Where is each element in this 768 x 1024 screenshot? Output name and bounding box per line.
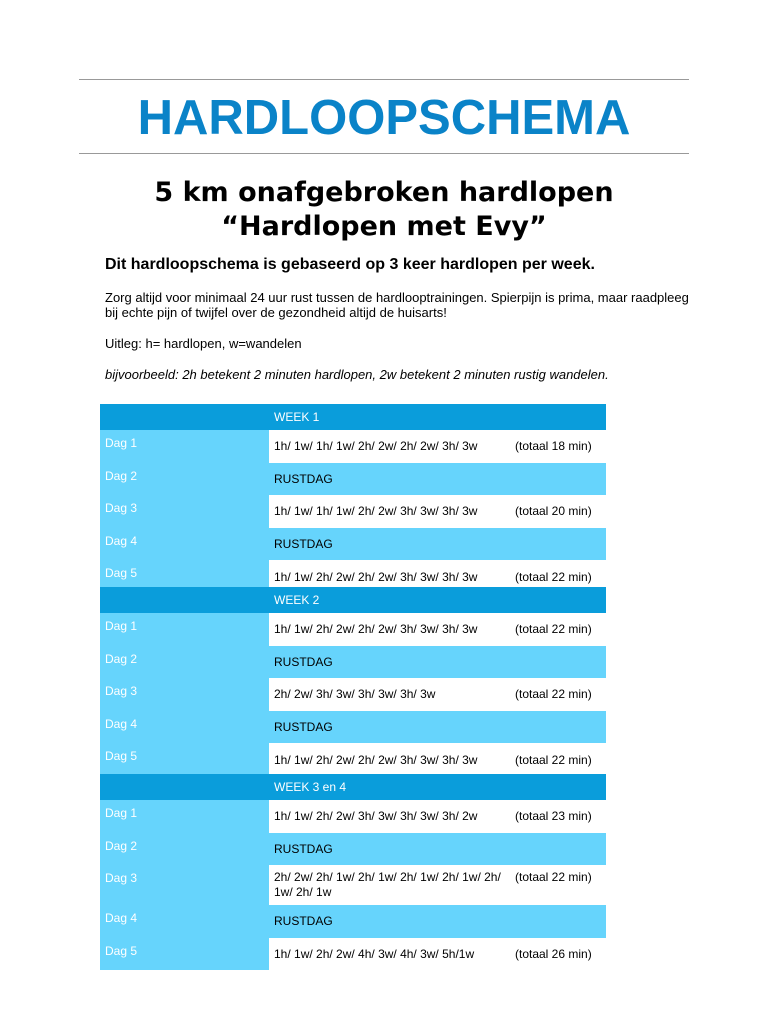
day-label: Dag 4 xyxy=(100,905,269,938)
example-text: bijvoorbeeld: 2h betekent 2 minuten hardlopen, 2w betekent 2 minuten rustig wandelen. xyxy=(105,367,609,382)
subtitle-line-1: 5 km onafgebroken hardlopen xyxy=(154,177,614,208)
table-row xyxy=(100,833,606,866)
day-label: Dag 3 xyxy=(100,678,269,711)
day-label: Dag 5 xyxy=(100,938,269,971)
week-3-4-table xyxy=(100,774,606,970)
day-label: Dag 3 xyxy=(100,495,269,528)
table-row xyxy=(100,495,606,528)
schedule-cell: 1h/ 1w/ 2h/ 2w/ 3h/ 3w/ 3h/ 3w/ 3h/ 2w xyxy=(269,800,515,833)
day-label: Dag 4 xyxy=(100,528,269,561)
total-cell: (totaal 22 min) xyxy=(515,560,606,593)
total-cell xyxy=(515,833,606,866)
table-row xyxy=(100,938,606,971)
day-label: Dag 5 xyxy=(100,560,269,593)
day-label: Dag 4 xyxy=(100,711,269,744)
total-cell: (totaal 22 min) xyxy=(515,678,606,711)
table-row xyxy=(100,865,606,905)
week-1-table xyxy=(100,404,606,593)
total-cell xyxy=(515,905,606,938)
table-row xyxy=(100,711,606,744)
total-cell xyxy=(515,463,606,496)
schedule-cell: 1h/ 1w/ 2h/ 2w/ 2h/ 2w/ 3h/ 3w/ 3h/ 3w xyxy=(269,560,515,593)
week-header xyxy=(100,404,606,430)
day-label: Dag 1 xyxy=(100,613,269,646)
day-label: Dag 2 xyxy=(100,463,269,496)
schedule-cell: 2h/ 2w/ 3h/ 3w/ 3h/ 3w/ 3h/ 3w xyxy=(269,678,515,711)
schedule-cell: 1h/ 1w/ 1h/ 1w/ 2h/ 2w/ 2h/ 2w/ 3h/ 3w xyxy=(269,430,515,463)
schedule-cell: RUSTDAG xyxy=(269,528,515,561)
total-cell: (totaal 22 min) xyxy=(515,865,606,905)
total-cell: (totaal 22 min) xyxy=(515,613,606,646)
week-label: WEEK 2 xyxy=(269,587,606,613)
table-row xyxy=(100,430,606,463)
total-cell: (totaal 20 min) xyxy=(515,495,606,528)
table-row xyxy=(100,463,606,496)
week-header xyxy=(100,587,606,613)
total-cell: (totaal 26 min) xyxy=(515,938,606,971)
week-2-table xyxy=(100,587,606,776)
title-bottom-rule xyxy=(79,153,689,154)
week-label: WEEK 1 xyxy=(269,404,606,430)
table-row xyxy=(100,678,606,711)
intro-paragraph-line-2: bij echte pijn of twijfel over de gezondheid altijd de huisarts! xyxy=(105,305,447,320)
schedule-cell: RUSTDAG xyxy=(269,463,515,496)
table-row xyxy=(100,528,606,561)
total-cell: (totaal 22 min) xyxy=(515,743,606,776)
total-cell xyxy=(515,528,606,561)
schedule-cell: 2h/ 2w/ 2h/ 1w/ 2h/ 1w/ 2h/ 1w/ 2h/ 1w/ 2h/ 1w/ 2h/ 1w xyxy=(269,865,515,905)
week-label: WEEK 3 en 4 xyxy=(269,774,606,800)
day-label: Dag 1 xyxy=(100,800,269,833)
schedule-cell: RUSTDAG xyxy=(269,711,515,744)
table-row xyxy=(100,646,606,679)
table-row xyxy=(100,743,606,776)
total-cell: (totaal 23 min) xyxy=(515,800,606,833)
week-header xyxy=(100,774,606,800)
day-label: Dag 5 xyxy=(100,743,269,776)
subtitle-line-2: “Hardlopen met Evy” xyxy=(221,211,547,242)
schedule-cell: 1h/ 1w/ 2h/ 2w/ 4h/ 3w/ 4h/ 3w/ 5h/1w xyxy=(269,938,515,971)
schedule-cell: RUSTDAG xyxy=(269,905,515,938)
day-label: Dag 1 xyxy=(100,430,269,463)
table-row xyxy=(100,905,606,938)
schedule-cell: 1h/ 1w/ 2h/ 2w/ 2h/ 2w/ 3h/ 3w/ 3h/ 3w xyxy=(269,743,515,776)
schedule-cell: 1h/ 1w/ 2h/ 2w/ 2h/ 2w/ 3h/ 3w/ 3h/ 3w xyxy=(269,613,515,646)
day-label: Dag 2 xyxy=(100,833,269,866)
top-rule xyxy=(79,79,689,80)
day-label: Dag 2 xyxy=(100,646,269,679)
day-label: Dag 3 xyxy=(100,865,269,905)
page-title: HARDLOOPSCHEMA xyxy=(137,91,631,145)
total-cell: (totaal 18 min) xyxy=(515,430,606,463)
total-cell xyxy=(515,646,606,679)
schedule-cell: RUSTDAG xyxy=(269,833,515,866)
schedule-cell: RUSTDAG xyxy=(269,646,515,679)
intro-heading: Dit hardloopschema is gebaseerd op 3 keer hardlopen per week. xyxy=(105,256,595,273)
table-row xyxy=(100,800,606,833)
intro-paragraph-line-1: Zorg altijd voor minimaal 24 uur rust tussen de hardlooptrainingen. Spierpijn is prima, maar raadpleeg xyxy=(105,290,689,305)
total-cell xyxy=(515,711,606,744)
table-row xyxy=(100,613,606,646)
legend-text: Uitleg: h= hardlopen, w=wandelen xyxy=(105,336,302,351)
schedule-cell: 1h/ 1w/ 1h/ 1w/ 2h/ 2w/ 3h/ 3w/ 3h/ 3w xyxy=(269,495,515,528)
